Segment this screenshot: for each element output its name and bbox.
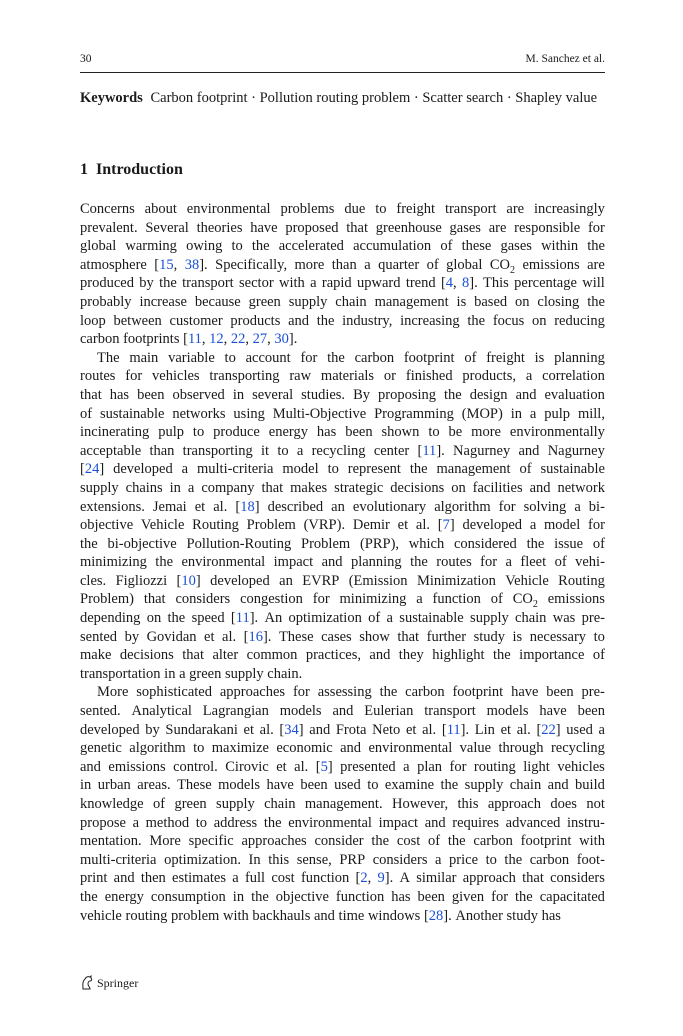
text-line: [24] developed a multi-criteria model to represent the management of sustainable	[80, 461, 605, 478]
text-line: produced by the transport sector with a rapid upward trend [4, 8]. This percentage will	[80, 275, 605, 292]
text-line: probably increase because green supply chain management is based on closing the	[80, 293, 605, 310]
text-line: objective Vehicle Routing Problem (VRP). Demir et al. [7] developed a model for	[80, 517, 605, 534]
text-line: transportation in a green supply chain.	[80, 665, 303, 682]
citation-link[interactable]: 9	[377, 870, 385, 887]
text-line: Concerns about environmental problems due to freight transport are increasingly	[80, 201, 605, 217]
text-line: the bi-objective Pollution-Routing Problem (PRP), which considered the issue of	[80, 535, 605, 552]
text-line: that has been observed in several studies. By proposing the design and evaluation	[80, 386, 605, 403]
citation-link[interactable]: 30	[274, 331, 289, 348]
publisher-name: Springer	[97, 975, 139, 990]
citation-link[interactable]: 22	[541, 721, 556, 738]
text-line: The main variable to account for the carbon footprint of freight is planning	[97, 349, 605, 366]
text-line: Problem) that considers congestion for minimizing a function of $CO_2$ emissions	[80, 591, 605, 611]
text-line: minimizing the environmental impact and planning the routes for a fleet of vehi-	[80, 554, 605, 571]
paragraph	[80, 683, 605, 925]
keywords-label: Keywords	[80, 90, 143, 106]
text-line: carbon footprints [11, 12, 22, 27, 30].	[80, 331, 298, 348]
text-line: knowledge of green supply chain management. However, this approach does not	[80, 796, 605, 812]
citation-link[interactable]: 2	[360, 870, 368, 887]
citation-link[interactable]: 12	[209, 331, 224, 348]
text-line: in urban areas. These models have been used to examine the supply chain and build	[80, 777, 605, 794]
citation-link[interactable]: 38	[184, 256, 200, 273]
section-number: 1	[80, 161, 88, 178]
text-line: cles. Figliozzi [10] developed an EVRP (Emission Minimization Vehicle Routing	[80, 572, 605, 589]
text-line: sented by Govidan et al. [16]. These cases show that further study is necessary to	[80, 628, 605, 645]
text-line: the energy consumption in the objective function has been given for the capacitated	[80, 888, 605, 905]
citation-link[interactable]: 5	[320, 758, 328, 775]
text-line: depending on the speed [11]. An optimization of a sustainable supply chain was pre-	[80, 610, 605, 627]
text-line: developed by Sundarakani et al. [34] and Frota Neto et al. [11]. Lin et al. [22] used a	[80, 721, 605, 738]
text-line: acceptable than transporting it to a recycling center [11]. Nagurney and Nagurney	[80, 442, 605, 459]
citation-link[interactable]: 27	[252, 331, 268, 348]
subscript: 2	[532, 599, 538, 611]
citation-link[interactable]: 8	[461, 275, 470, 292]
citation-link[interactable]: 11	[422, 442, 437, 459]
text-line: vehicle routing problem with backhauls and time windows [28]. Another study has	[80, 907, 561, 924]
citation-link[interactable]: 22	[230, 331, 246, 348]
springer-horse-icon	[80, 975, 94, 991]
text-line: genetic algorithm to maximize economic and environmental value through recycling	[80, 740, 605, 757]
text-line: and emissions control. Cirovic et al. [5] presented a plan for routing light vehicles	[80, 758, 605, 775]
citation-link[interactable]: 16	[248, 628, 263, 645]
text-line: incinerating pulp to produce energy has been shown to be more environmentally	[80, 424, 605, 441]
citation-link[interactable]: 11	[446, 721, 461, 738]
citation-link[interactable]: 4	[445, 275, 454, 292]
citation-link[interactable]: 34	[284, 721, 299, 738]
citation-link[interactable]: 10	[181, 572, 196, 589]
text-line: sented. Analytical Lagrangian models and Eulerian transport models have been	[80, 703, 605, 720]
text-line: supply chains in a company that makes strategic decisions on facilities and network	[80, 479, 605, 496]
citation-link[interactable]: 11	[187, 331, 202, 348]
section-title: Introduction	[96, 161, 183, 178]
text-line: extensions. Jemai et al. [18] described an evolutionary algorithm for solving a bi-	[80, 498, 605, 515]
text-line: multi-criteria optimization. In this sense, PRP considers a price to the carbon foot-	[80, 851, 605, 868]
body-text	[80, 200, 605, 925]
text-line: make decisions that alter common practices, and they highlight the importance of	[80, 647, 605, 664]
paragraph	[80, 200, 605, 349]
citation-link[interactable]: 7	[442, 517, 450, 534]
text-line: of sustainable networks using Multi-Objective Programming (MOP) in a pulp mill,	[80, 405, 605, 422]
citation-link[interactable]: 15	[159, 256, 174, 273]
text-line: global warming owing to the accelerated accumulation of these gases within the	[80, 238, 605, 255]
text-line: loop between customer products and the industry, increasing the focus on reducing	[80, 312, 605, 329]
text-line: print and then estimates a full cost function [2, 9]. A similar approach that considers	[80, 870, 605, 887]
citation-link[interactable]: 28	[428, 907, 444, 924]
text-line: prevalent. Several theories have proposed that greenhouse gases are responsible for	[80, 219, 605, 236]
citation-link[interactable]: 11	[235, 610, 250, 627]
subscript: 2	[510, 264, 516, 276]
citation-link[interactable]: 18	[240, 498, 255, 515]
section-heading	[80, 161, 183, 179]
text-line: mentation. More specific approaches consider the cost of the carbon footprint with	[80, 833, 605, 850]
running-header	[80, 50, 605, 73]
keywords	[80, 89, 605, 108]
running-head-authors: M. Sanchez et al.	[525, 53, 605, 65]
text-line: propose a method to address the environmental impact and requires advanced instru-	[80, 814, 605, 831]
citation-link[interactable]: 24	[84, 461, 100, 478]
text-line: routes for vehicles transporting raw materials or finished products, a correlation	[80, 368, 605, 385]
keywords-text: Carbon footprint · Pollution routing problem · Scatter search · Shapley value	[150, 90, 598, 106]
paragraph	[80, 349, 605, 684]
page-number: 30	[80, 53, 92, 65]
text-line: More sophisticated approaches for assessing the carbon footprint have been pre-	[97, 684, 605, 701]
publisher-footer	[80, 975, 138, 991]
text-line: atmosphere [15, 38]. Specifically, more than a quarter of global $CO_2$ emissions are	[80, 256, 605, 276]
